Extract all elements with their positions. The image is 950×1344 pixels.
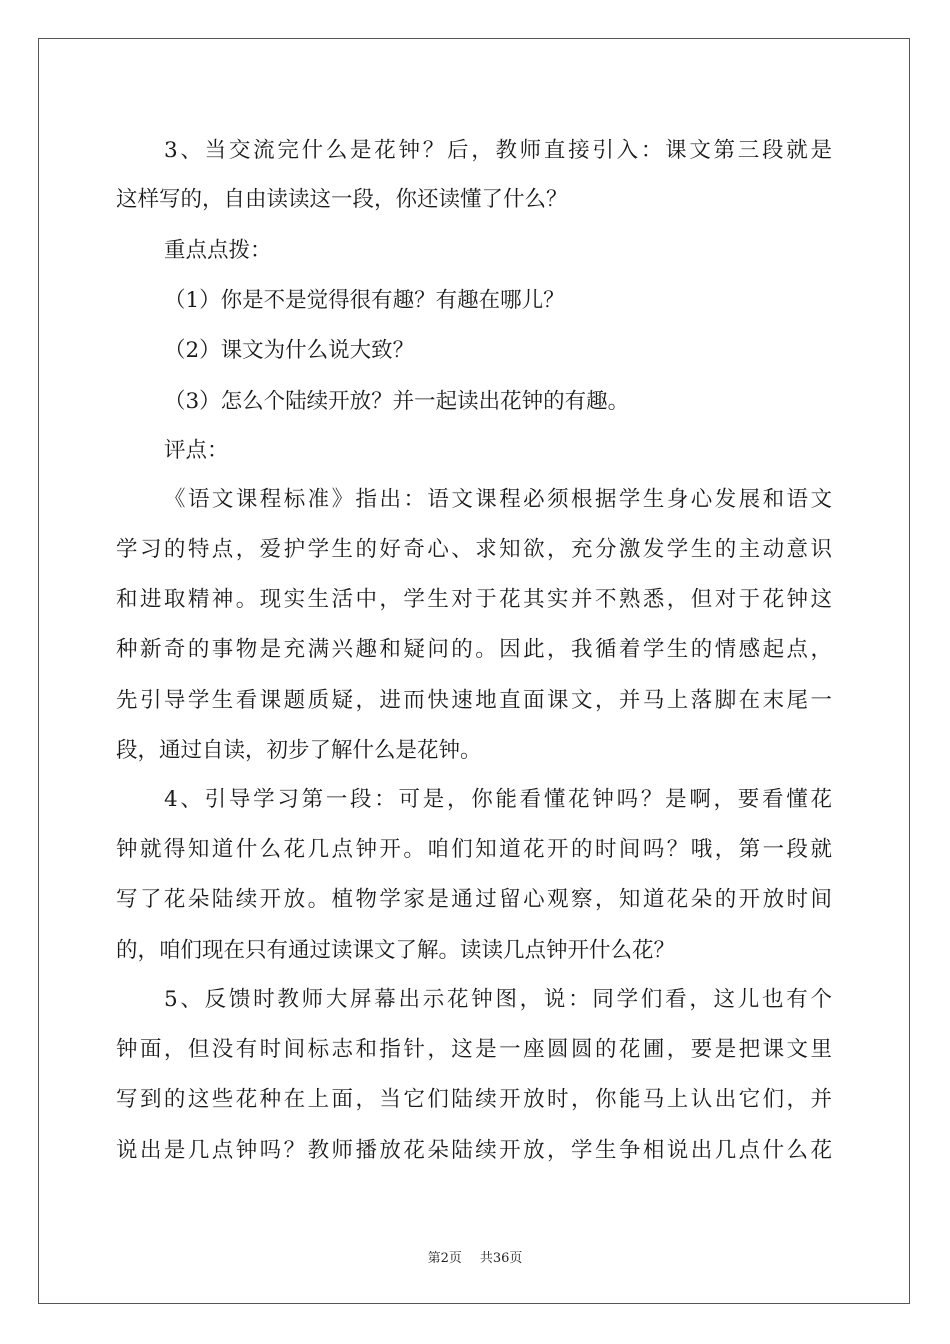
text-line: 钟就得知道什么花几点钟开。咱们知道花开的时间吗？哦，第一段就 [116,837,832,862]
text-line: 5、反馈时教师大屏幕出示花钟图，说：同学们看，这儿也有个 [164,987,832,1012]
page-footer [0,1250,950,1268]
text-line: 段，通过自读，初步了解什么是花钟。 [116,738,482,763]
text-line: 3、当交流完什么是花钟？后，教师直接引入：课文第三段就是 [164,138,832,163]
text-line: （1）你是不是觉得很有趣？有趣在哪儿？ [164,288,565,313]
text-line: 写了花朵陆续开放。植物学家是通过留心观察，知道花朵的开放时间 [116,887,832,912]
text-line: （3）怎么个陆续开放？并一起读出花钟的有趣。 [164,389,630,414]
text-line: 评点： [164,438,229,463]
text-line: 和进取精神。现实生活中，学生对于花其实并不熟悉，但对于花钟这 [116,587,832,612]
page-total: 共36页 [479,1251,523,1266]
text-line: 《语文课程标准》指出：语文课程必须根据学生身心发展和语文 [164,487,832,512]
text-line: 种新奇的事物是充满兴趣和疑问的。因此，我循着学生的情感起点， [116,637,832,662]
text-line: 4、引导学习第一段：可是，你能看懂花钟吗？是啊，要看懂花 [164,787,832,812]
text-line: 说出是几点钟吗？教师播放花朵陆续开放，学生争相说出几点什么花 [116,1138,832,1163]
text-line: 钟面，但没有时间标志和指针，这是一座圆圆的花圃，要是把课文里 [116,1037,832,1062]
text-line: 先引导学生看课题质疑，进而快速地直面课文，并马上落脚在末尾一 [116,688,832,713]
text-line: 的，咱们现在只有通过读课文了解。读读几点钟开什么花？ [116,938,676,963]
text-line: 学习的特点，爱护学生的好奇心、求知欲，充分激发学生的主动意识 [116,537,832,562]
text-line: 重点点拨： [164,238,272,263]
text-line: 这样写的，自由读读这一段，你还读懂了什么？ [116,187,568,212]
text-line: （2）课文为什么说大致？ [164,338,415,363]
text-line: 写到的这些花种在上面，当它们陆续开放时，你能马上认出它们，并 [116,1087,832,1112]
page-number: 第2页 [427,1251,462,1266]
